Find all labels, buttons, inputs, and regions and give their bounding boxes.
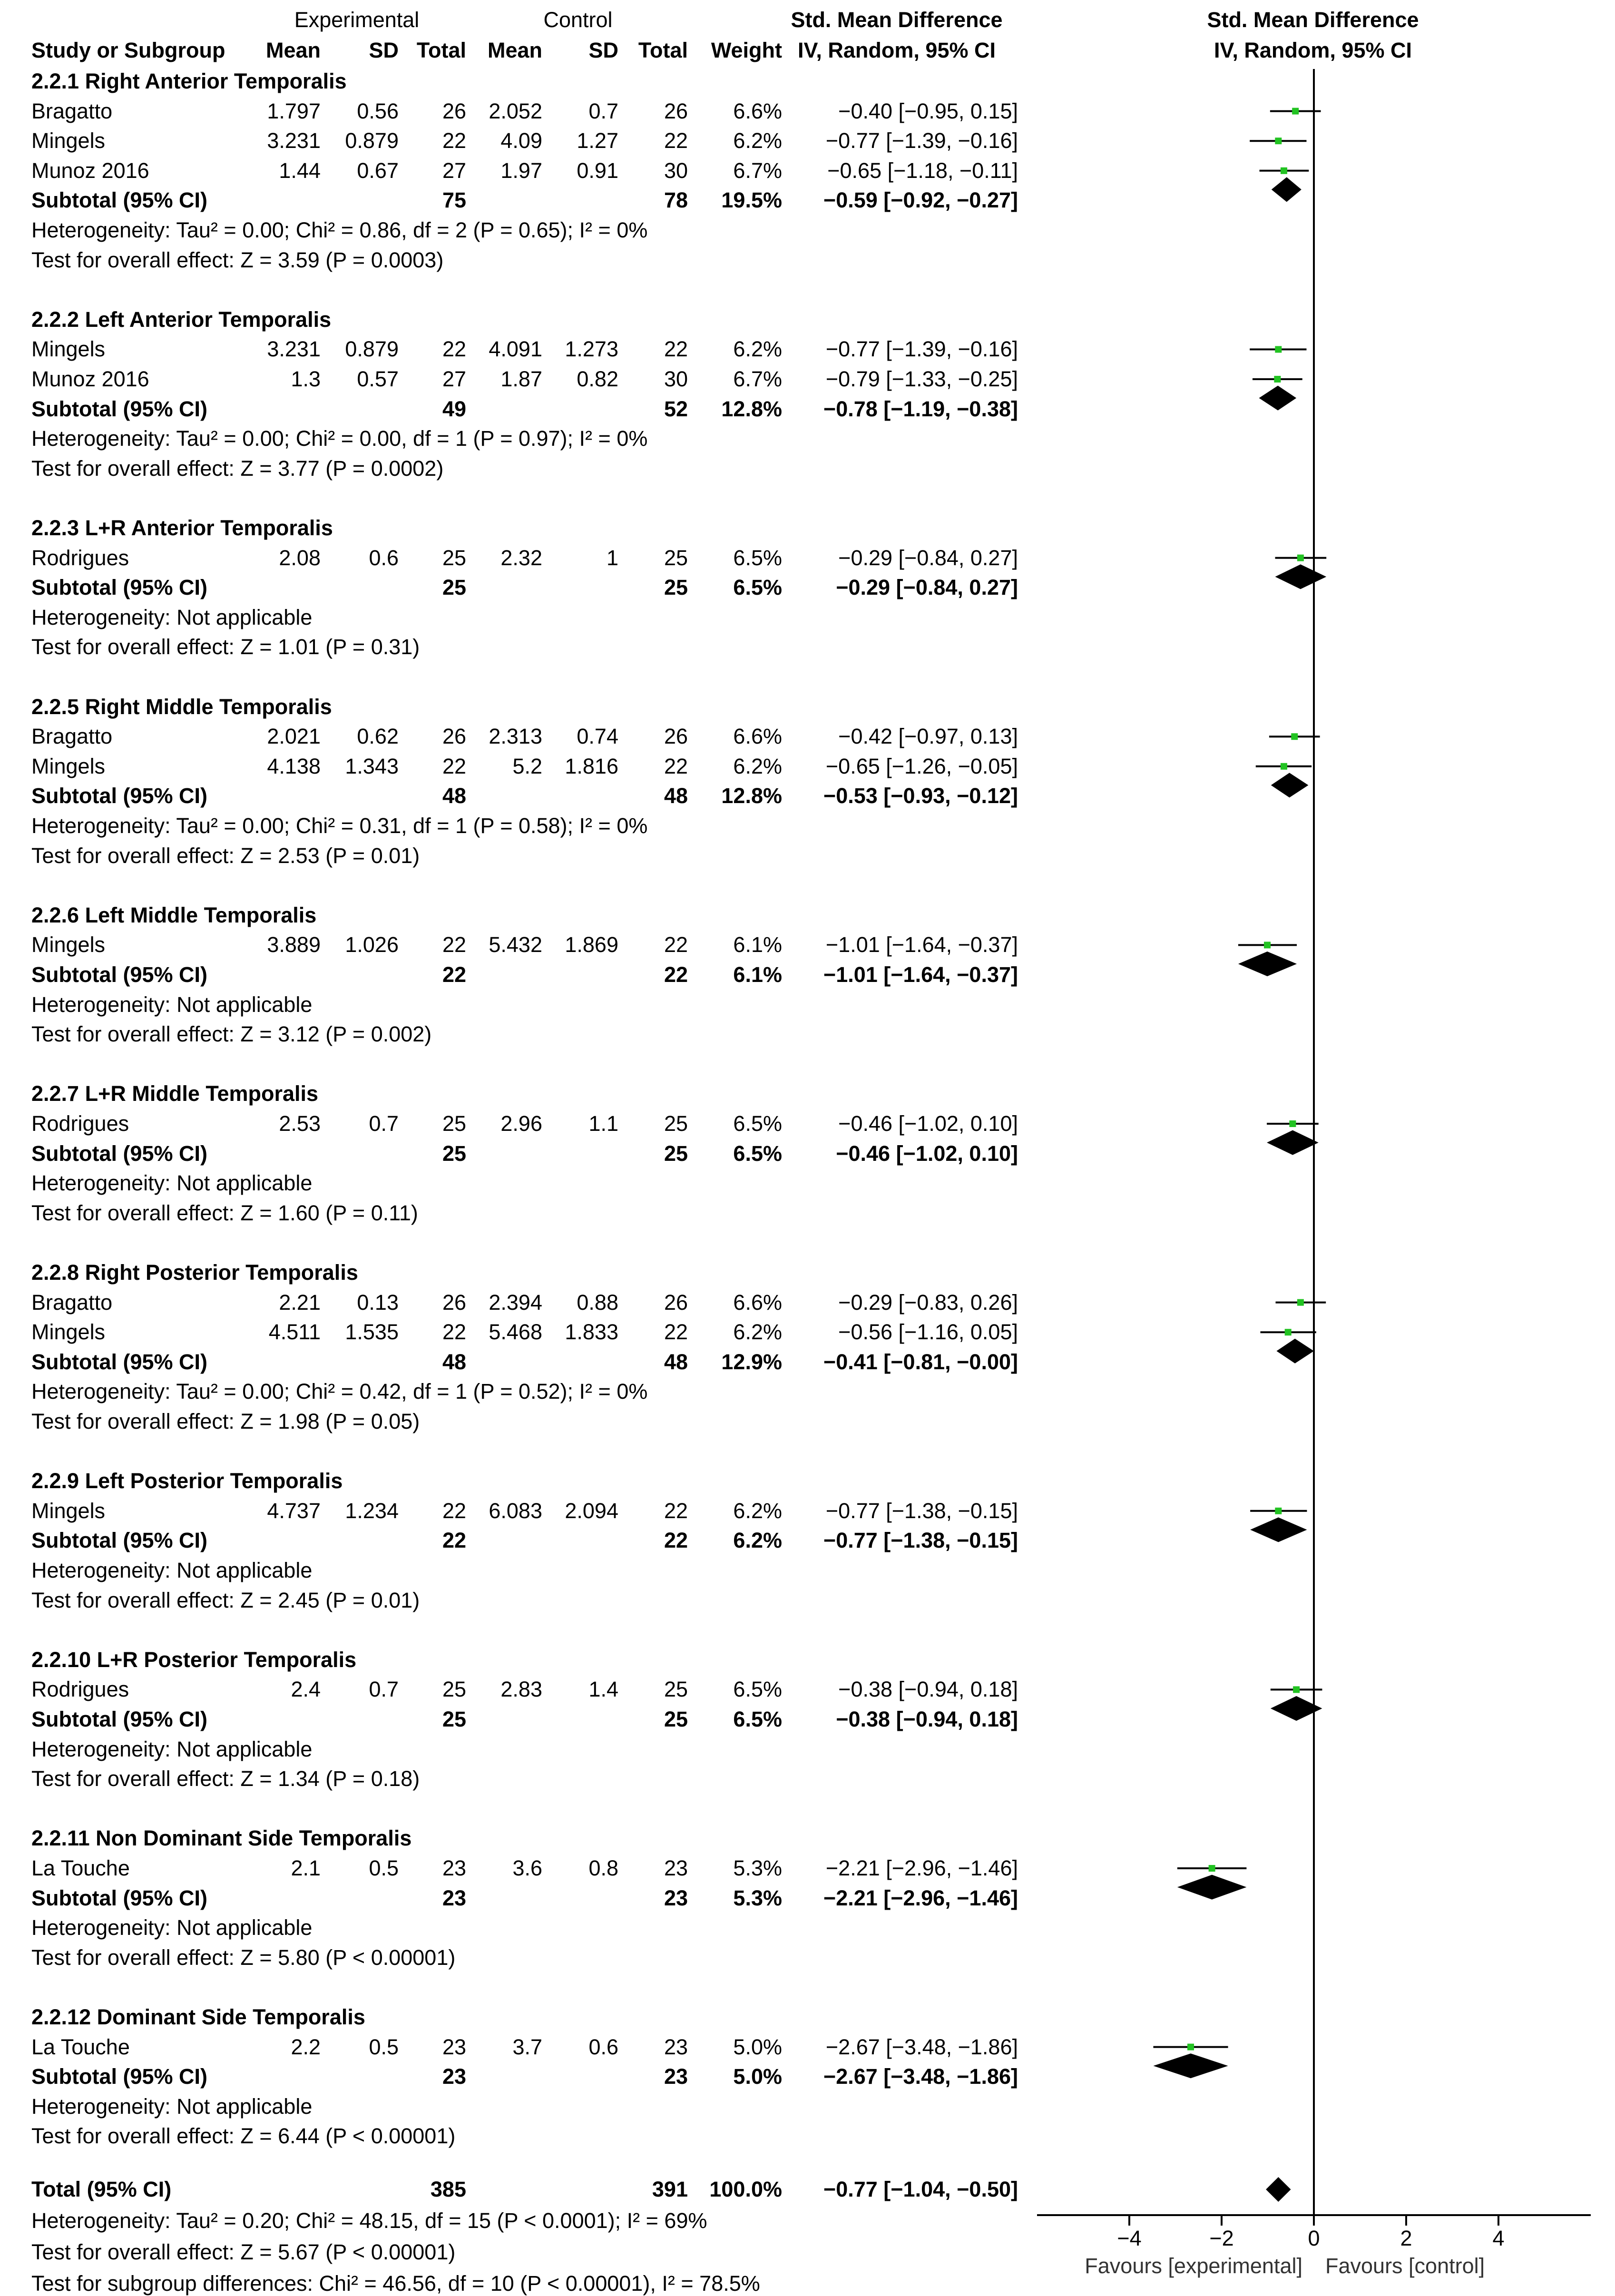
smd-ci-value: −0.41 [−0.81, −0.00] [823,1349,1018,1374]
smd-ci-value: −0.65 [−1.18, −0.11] [827,158,1018,183]
control-total: 25 [664,1677,688,1702]
control-total: 26 [664,1290,688,1315]
subtotal-diamond [1271,773,1309,797]
experimental-total: 23 [442,1885,466,1910]
smd-ci-value: −0.77 [−1.04, −0.50] [823,2177,1018,2201]
study-name: La Touche [31,1856,130,1880]
subtotal-diamond [1275,564,1327,589]
experimental-total: 25 [442,575,466,600]
control-total: 391 [652,2177,688,2201]
subtotal-label: Subtotal (95% CI) [31,2064,208,2089]
control-total: 30 [664,158,688,183]
control-total: 23 [664,1856,688,1880]
favours-experimental-label: Favours [experimental] [1085,2254,1302,2278]
experimental-sd: 0.6 [369,545,399,570]
experimental-total: 22 [442,1498,466,1523]
subgroup-note: Heterogeneity: Not applicable [31,1737,313,1761]
experimental-sd: 1.535 [345,1320,399,1344]
smd-ci-value: −0.38 [−0.94, 0.18] [836,1707,1018,1731]
control-mean: 2.32 [500,545,542,570]
control-total: 22 [664,1528,688,1553]
subgroup-note: Test for overall effect: Z = 3.77 (P = 0.0002) [31,456,444,481]
study-name: Mingels [31,932,106,957]
control-total: 30 [664,367,688,391]
subtotal-diamond [1153,2053,1228,2078]
experimental-sd: 0.5 [369,2034,399,2059]
subgroup-title: 2.2.10 L+R Posterior Temporalis [31,1647,357,1672]
weight-value: 6.5% [733,1677,782,1702]
subgroup-title: 2.2.11 Non Dominant Side Temporalis [31,1826,412,1851]
smd-ci-value: −2.21 [−2.96, −1.46] [823,1885,1018,1910]
study-name: Munoz 2016 [31,158,149,183]
study-point-marker [1285,1329,1292,1335]
study-column-header: Study or Subgroup [31,38,225,62]
experimental-total: 27 [442,367,466,391]
experimental-mean: 4.737 [267,1498,321,1523]
study-name: Mingels [31,754,106,778]
smd-ci-value: −0.46 [−1.02, 0.10] [838,1111,1018,1136]
experimental-sd: 0.7 [369,1677,399,1702]
weight-value: 19.5% [721,188,782,213]
weight-value: 6.5% [733,1141,782,1166]
subtotal-label: Subtotal (95% CI) [31,1528,208,1553]
subgroup-note: Heterogeneity: Not applicable [31,1171,313,1196]
weight-value: 6.5% [733,1707,782,1731]
study-name: La Touche [31,2034,130,2059]
weight-value: 6.7% [733,367,782,391]
subtotal-diamond [1250,1517,1307,1542]
total-note: Heterogeneity: Tau² = 0.20; Chi² = 48.15, df = 15 (P < 0.0001); I² = 69% [31,2208,707,2233]
weight-value: 100.0% [709,2177,782,2201]
control-mean: 5.432 [489,932,542,957]
experimental-sd: 1.026 [345,932,399,957]
control-total: 25 [664,575,688,600]
experimental-total: 49 [442,396,466,421]
experimental-total: 22 [442,754,466,778]
study-point-marker [1292,108,1299,115]
subgroup-title: 2.2.12 Dominant Side Temporalis [31,2005,365,2029]
experimental-mean: 2.21 [279,1290,321,1315]
weight-value: 6.6% [733,98,782,123]
experimental-sd: 0.56 [357,98,399,123]
subgroup-note: Heterogeneity: Not applicable [31,992,313,1017]
study-name: Rodrigues [31,545,129,570]
smd-ci-value: −0.46 [−1.02, 0.10] [836,1141,1018,1166]
subgroup-note: Test for overall effect: Z = 2.45 (P = 0.01) [31,1588,420,1612]
study-point-marker [1291,733,1298,740]
weight-value: 5.3% [733,1885,782,1910]
subgroup-title: 2.2.7 L+R Middle Temporalis [31,1081,319,1106]
subtotal-diamond [1272,177,1302,202]
subgroup-title: 2.2.3 L+R Anterior Temporalis [31,516,333,540]
weight-value: 6.1% [733,962,782,987]
study-point-marker [1297,1299,1304,1306]
control-sd: 0.82 [577,367,618,391]
control-total: 22 [664,754,688,778]
subgroup-note: Test for overall effect: Z = 1.34 (P = 0.18) [31,1766,420,1791]
study-point-marker [1264,942,1271,948]
control-sd: 1.833 [565,1320,618,1344]
smd-ci-value: −0.38 [−0.94, 0.18] [838,1677,1018,1702]
smd-ci-value: −0.65 [−1.26, −0.05] [825,754,1018,778]
smd-ci-value: −0.42 [−0.97, 0.13] [838,724,1018,749]
smd-ci-value: −0.59 [−0.92, −0.27] [823,188,1018,213]
weight-value: 6.1% [733,932,782,957]
weight-value: 5.0% [733,2034,782,2059]
experimental-mean: 4.138 [267,754,321,778]
subtotal-label: Subtotal (95% CI) [31,575,208,600]
experimental-sd: 0.62 [357,724,399,749]
subtotal-diamond [1276,1339,1314,1364]
subtotal-diamond [1177,1875,1247,1900]
study-name: Mingels [31,128,106,153]
subgroup-note: Test for overall effect: Z = 2.53 (P = 0.01) [31,843,420,868]
subtotal-diamond [1259,386,1297,411]
experimental-total: 22 [442,1528,466,1553]
experimental-mean: 3.231 [267,128,321,153]
smd-ci-value: −1.01 [−1.64, −0.37] [825,932,1018,957]
control-sd: 0.6 [588,2034,618,2059]
study-name: Rodrigues [31,1111,129,1136]
experimental-mean: 2.4 [291,1677,321,1702]
weight-value: 12.9% [721,1349,782,1374]
control-sd: 0.88 [577,1290,618,1315]
weight-value: 6.2% [733,128,782,153]
experimental-total: 22 [442,337,466,362]
x-axis-tick-label: −2 [1209,2226,1234,2250]
control-total: 52 [664,396,688,421]
smd-ci-value: −0.78 [−1.19, −0.38] [823,396,1018,421]
experimental-total: 385 [430,2177,466,2201]
smd-ci-value: −0.40 [−0.95, 0.15] [838,98,1018,123]
control-mean: 2.394 [489,1290,542,1315]
smd-ci-value: −0.29 [−0.84, 0.27] [836,575,1018,600]
overall-diamond [1266,2177,1291,2202]
control-total-column-header: Total [638,38,688,62]
experimental-total: 48 [442,1349,466,1374]
smd-ci-value: −2.67 [−3.48, −1.86] [823,2064,1018,2089]
smd-ci-value: −0.29 [−0.84, 0.27] [838,545,1018,570]
weight-value: 5.3% [733,1856,782,1880]
experimental-sd: 0.67 [357,158,399,183]
smd-ci-value: −1.01 [−1.64, −0.37] [823,962,1018,987]
control-mean: 6.083 [489,1498,542,1523]
experimental-total: 25 [442,1141,466,1166]
weight-value: 6.5% [733,1111,782,1136]
control-mean: 2.96 [500,1111,542,1136]
study-name: Mingels [31,1320,106,1344]
subgroup-note: Test for overall effect: Z = 1.98 (P = 0.05) [31,1409,420,1433]
experimental-mean: 2.2 [291,2034,321,2059]
experimental-mean: 2.021 [267,724,321,749]
experimental-mean: 4.511 [268,1320,321,1344]
study-name: Mingels [31,337,106,362]
subgroup-note: Heterogeneity: Tau² = 0.00; Chi² = 0.31, df = 1 (P = 0.58); I² = 0% [31,814,648,838]
control-sd: 1.816 [565,754,618,778]
weight-value: 6.2% [733,337,782,362]
subgroup-title: 2.2.1 Right Anterior Temporalis [31,69,347,93]
study-point-marker [1281,167,1287,174]
mean-column-header: Mean [265,38,321,62]
sd-column-header: SD [369,38,399,62]
x-axis-tick-label: 4 [1492,2226,1505,2250]
total-column-header: Total [416,38,466,62]
subgroup-note: Heterogeneity: Not applicable [31,2094,313,2119]
study-point-marker [1297,555,1304,561]
smd-ci-value: −0.77 [−1.39, −0.16] [825,337,1018,362]
control-total: 22 [664,1498,688,1523]
experimental-total: 23 [442,2064,466,2089]
total-note: Test for subgroup differences: Chi² = 46.56, df = 10 (P < 0.00001), I² = 78.5% [31,2271,760,2296]
control-total: 25 [664,1141,688,1166]
weight-value: 12.8% [721,396,782,421]
control-mean: 5.468 [489,1320,542,1344]
smd-ci-value: −0.29 [−0.83, 0.26] [838,1290,1018,1315]
control-sd: 0.74 [577,724,618,749]
experimental-total: 26 [442,1290,466,1315]
control-total: 25 [664,1111,688,1136]
experimental-total: 75 [442,188,466,213]
control-sd: 1.273 [565,337,618,362]
subgroup-title: 2.2.6 Left Middle Temporalis [31,903,317,927]
weight-value: 6.6% [733,724,782,749]
control-sd: 1.869 [565,932,618,957]
control-total: 22 [664,1320,688,1344]
subgroup-note: Test for overall effect: Z = 1.01 (P = 0.31) [31,635,420,659]
weight-value: 6.7% [733,158,782,183]
subtotal-diamond [1267,1130,1319,1155]
control-sd: 2.094 [565,1498,618,1523]
subgroup-note: Heterogeneity: Not applicable [31,1558,313,1582]
subtotal-label: Subtotal (95% CI) [31,1885,208,1910]
smd-ci-value: −0.56 [−1.16, 0.05] [838,1320,1018,1344]
control-total: 22 [664,128,688,153]
subgroup-note: Test for overall effect: Z = 1.60 (P = 0.11) [31,1200,418,1225]
control-sd: 1 [606,545,618,570]
control-total: 22 [664,932,688,957]
plot-method-header: IV, Random, 95% CI [1214,38,1412,62]
control-mean: 2.052 [489,98,542,123]
study-point-marker [1275,1508,1282,1514]
control-sd: 0.7 [588,98,618,123]
smd-method-header: IV, Random, 95% CI [798,38,996,62]
control-sd: 1.1 [588,1111,618,1136]
subgroup-note: Test for overall effect: Z = 3.59 (P = 0.0003) [31,247,444,272]
experimental-sd: 0.879 [345,337,399,362]
experimental-total: 26 [442,724,466,749]
control-mean: 3.7 [512,2034,542,2059]
control-mean: 2.83 [500,1677,542,1702]
subgroup-title: 2.2.5 Right Middle Temporalis [31,694,332,719]
control-total: 26 [664,98,688,123]
experimental-total: 22 [442,1320,466,1344]
study-name: Mingels [31,1498,106,1523]
experimental-total: 48 [442,784,466,808]
study-name: Bragatto [31,724,113,749]
control-total: 22 [664,337,688,362]
control-total: 22 [664,962,688,987]
control-header: Control [543,8,613,32]
experimental-mean: 3.231 [267,337,321,362]
study-point-marker [1275,137,1282,144]
subgroup-note: Heterogeneity: Not applicable [31,1915,313,1940]
experimental-total: 25 [442,1111,466,1136]
plot-header: Std. Mean Difference [1207,8,1419,32]
subtotal-label: Subtotal (95% CI) [31,1141,208,1166]
control-mean: 2.313 [489,724,542,749]
experimental-sd: 0.57 [357,367,399,391]
study-name: Munoz 2016 [31,367,149,391]
control-mean: 3.6 [512,1856,542,1880]
control-mean: 4.09 [500,128,542,153]
study-name: Bragatto [31,98,113,123]
control-total: 48 [664,1349,688,1374]
total-note: Test for overall effect: Z = 5.67 (P < 0.00001) [31,2240,456,2264]
subgroup-note: Test for overall effect: Z = 5.80 (P < 0.00001) [31,1945,456,1970]
experimental-sd: 0.7 [369,1111,399,1136]
control-mean: 1.87 [500,367,542,391]
experimental-total: 27 [442,158,466,183]
x-axis-tick-label: 0 [1308,2226,1320,2250]
study-point-marker [1187,2044,1194,2051]
subtotal-label: Subtotal (95% CI) [31,962,208,987]
experimental-sd: 1.234 [345,1498,399,1523]
weight-value: 6.2% [733,754,782,778]
experimental-mean: 1.797 [267,98,321,123]
study-point-marker [1275,346,1282,353]
experimental-sd: 0.5 [369,1856,399,1880]
experimental-total: 22 [442,932,466,957]
study-point-marker [1209,1865,1215,1872]
experimental-mean: 1.3 [291,367,321,391]
study-point-marker [1289,1120,1296,1127]
experimental-total: 22 [442,128,466,153]
study-name: Rodrigues [31,1677,129,1702]
experimental-total: 25 [442,545,466,570]
weight-value: 6.5% [733,575,782,600]
smd-ci-value: −0.77 [−1.38, −0.15] [823,1528,1018,1553]
smd-header: Std. Mean Difference [791,8,1003,32]
weight-value: 6.5% [733,545,782,570]
subtotal-label: Subtotal (95% CI) [31,396,208,421]
subgroup-note: Test for overall effect: Z = 6.44 (P < 0.00001) [31,2124,456,2149]
experimental-mean: 2.53 [279,1111,321,1136]
smd-ci-value: −0.77 [−1.38, −0.15] [825,1498,1018,1523]
subtotal-diamond [1238,952,1297,976]
experimental-total: 26 [442,98,466,123]
experimental-sd: 1.343 [345,754,399,778]
experimental-total: 23 [442,2034,466,2059]
subgroup-note: Heterogeneity: Tau² = 0.00; Chi² = 0.42, df = 1 (P = 0.52); I² = 0% [31,1379,648,1404]
study-point-marker [1281,763,1287,770]
subgroup-note: Heterogeneity: Tau² = 0.00; Chi² = 0.00, df = 1 (P = 0.97); I² = 0% [31,426,648,451]
control-total: 25 [664,1707,688,1731]
study-point-marker [1274,376,1281,383]
subtotal-label: Subtotal (95% CI) [31,784,208,808]
total-label: Total (95% CI) [31,2177,172,2201]
control-sd: 0.91 [577,158,618,183]
control-total: 25 [664,545,688,570]
weight-value: 12.8% [721,784,782,808]
experimental-mean: 1.44 [279,158,321,183]
control-mean: 4.091 [489,337,542,362]
smd-ci-value: −0.53 [−0.93, −0.12] [823,784,1018,808]
control-total: 23 [664,1885,688,1910]
x-axis-tick-label: 2 [1400,2226,1412,2250]
study-name: Bragatto [31,1290,113,1315]
smd-ci-value: −2.67 [−3.48, −1.86] [825,2034,1018,2059]
control-total: 26 [664,724,688,749]
control-total: 78 [664,188,688,213]
control-total: 23 [664,2064,688,2089]
control-sd-column-header: SD [588,38,618,62]
study-point-marker [1293,1686,1300,1693]
weight-value: 6.2% [733,1528,782,1553]
weight-value: 6.6% [733,1290,782,1315]
weight-value: 6.2% [733,1498,782,1523]
subtotal-label: Subtotal (95% CI) [31,188,208,213]
control-total: 48 [664,784,688,808]
control-sd: 0.8 [588,1856,618,1880]
smd-ci-value: −0.77 [−1.39, −0.16] [825,128,1018,153]
subgroup-title: 2.2.9 Left Posterior Temporalis [31,1469,343,1493]
subtotal-label: Subtotal (95% CI) [31,1349,208,1374]
subgroup-note: Heterogeneity: Not applicable [31,605,313,629]
experimental-mean: 2.08 [279,545,321,570]
subgroup-title: 2.2.8 Right Posterior Temporalis [31,1260,358,1285]
weight-column-header: Weight [711,38,782,62]
experimental-total: 22 [442,962,466,987]
control-mean: 5.2 [512,754,542,778]
control-sd: 1.4 [588,1677,618,1702]
control-mean-column-header: Mean [487,38,542,62]
experimental-total: 25 [442,1677,466,1702]
experimental-header: Experimental [294,8,420,32]
weight-value: 6.2% [733,1320,782,1344]
control-sd: 1.27 [577,128,618,153]
smd-ci-value: −0.79 [−1.33, −0.25] [825,367,1018,391]
subgroup-note: Heterogeneity: Tau² = 0.00; Chi² = 0.86, df = 2 (P = 0.65); I² = 0% [31,218,648,242]
experimental-mean: 3.889 [267,932,321,957]
experimental-mean: 2.1 [291,1856,321,1880]
control-mean: 1.97 [500,158,542,183]
subgroup-note: Test for overall effect: Z = 3.12 (P = 0.002) [31,1022,432,1047]
experimental-sd: 0.13 [357,1290,399,1315]
experimental-total: 23 [442,1856,466,1880]
weight-value: 5.0% [733,2064,782,2089]
subtotal-label: Subtotal (95% CI) [31,1707,208,1731]
smd-ci-value: −2.21 [−2.96, −1.46] [825,1856,1018,1880]
experimental-total: 25 [442,1707,466,1731]
favours-control-label: Favours [control] [1325,2254,1485,2278]
experimental-sd: 0.879 [345,128,399,153]
control-total: 23 [664,2034,688,2059]
subgroup-title: 2.2.2 Left Anterior Temporalis [31,307,332,332]
x-axis-tick-label: −4 [1117,2226,1142,2250]
